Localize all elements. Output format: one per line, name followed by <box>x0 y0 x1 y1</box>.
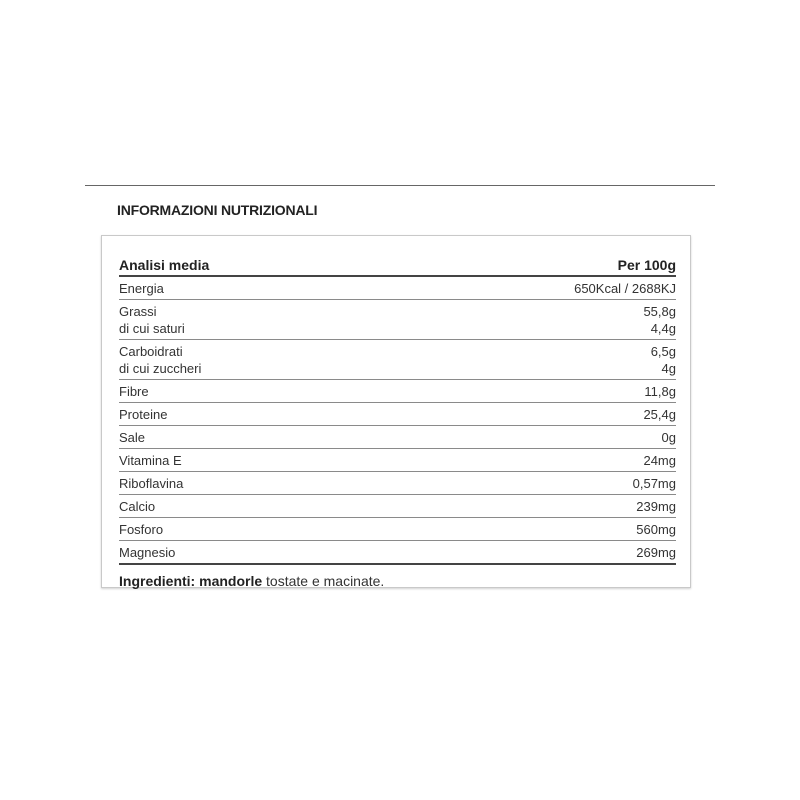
nutrient-line <box>119 475 676 492</box>
nutrient-line <box>119 360 676 377</box>
nutrient-label: Energia <box>119 281 164 296</box>
nutrient-label: Carboidrati <box>119 344 183 359</box>
nutrient-value: 11,8g <box>644 384 676 399</box>
nutrient-line <box>119 498 676 515</box>
nutrient-label: Vitamina E <box>119 453 182 468</box>
top-divider <box>85 185 715 186</box>
table-row <box>119 300 676 340</box>
nutrition-table <box>119 248 676 589</box>
nutrient-line <box>119 303 676 320</box>
table-row <box>119 277 676 300</box>
table-row <box>119 541 676 565</box>
nutrient-label: Fosforo <box>119 522 164 537</box>
nutrient-label: di cui saturi <box>119 321 185 336</box>
table-row <box>119 449 676 472</box>
nutrient-value: 4,4g <box>650 321 676 336</box>
nutrient-value: 55,8g <box>643 304 676 319</box>
nutrient-value: 6,5g <box>650 344 676 359</box>
nutrient-line <box>119 343 676 360</box>
nutrient-value: 0,57mg <box>632 476 676 491</box>
nutrition-panel <box>101 235 691 588</box>
nutrient-line <box>119 452 676 469</box>
section-title: INFORMAZIONI NUTRIZIONALI <box>117 202 318 218</box>
nutrient-label: di cui zuccheri <box>119 361 202 376</box>
ingredients-highlight: mandorle <box>199 573 263 589</box>
table-row <box>119 472 676 495</box>
nutrient-line <box>119 320 676 337</box>
nutrient-value: 25,4g <box>643 407 676 422</box>
nutrient-value: 560mg <box>636 522 676 537</box>
nutrient-label: Riboflavina <box>119 476 184 491</box>
table-body <box>119 277 676 565</box>
table-header <box>119 248 676 277</box>
table-row <box>119 495 676 518</box>
nutrient-value: 650Kcal / 2688KJ <box>574 281 676 296</box>
nutrient-label: Proteine <box>119 407 168 422</box>
table-row <box>119 340 676 380</box>
nutrient-label: Grassi <box>119 304 157 319</box>
nutrient-line <box>119 383 676 400</box>
table-row <box>119 518 676 541</box>
table-row <box>119 426 676 449</box>
nutrient-line <box>119 280 676 297</box>
table-row <box>119 380 676 403</box>
ingredients-rest: tostate e macinate. <box>262 573 385 589</box>
nutrient-value: 4g <box>661 361 676 376</box>
nutrient-line <box>119 544 676 561</box>
header-label: Analisi media <box>119 257 210 273</box>
nutrient-line <box>119 406 676 423</box>
nutrient-label: Sale <box>119 430 146 445</box>
nutrient-value: 0g <box>661 430 676 445</box>
nutrient-line <box>119 521 676 538</box>
nutrient-value: 239mg <box>636 499 676 514</box>
nutrient-label: Calcio <box>119 499 156 514</box>
header-value: Per 100g <box>617 257 676 273</box>
nutrient-value: 24mg <box>643 453 676 468</box>
ingredients-line <box>119 573 676 589</box>
nutrient-label: Fibre <box>119 384 149 399</box>
table-row <box>119 403 676 426</box>
nutrient-value: 269mg <box>636 545 676 560</box>
nutrient-label: Magnesio <box>119 545 176 560</box>
ingredients-label: Ingredienti: <box>119 573 196 589</box>
nutrient-line <box>119 429 676 446</box>
